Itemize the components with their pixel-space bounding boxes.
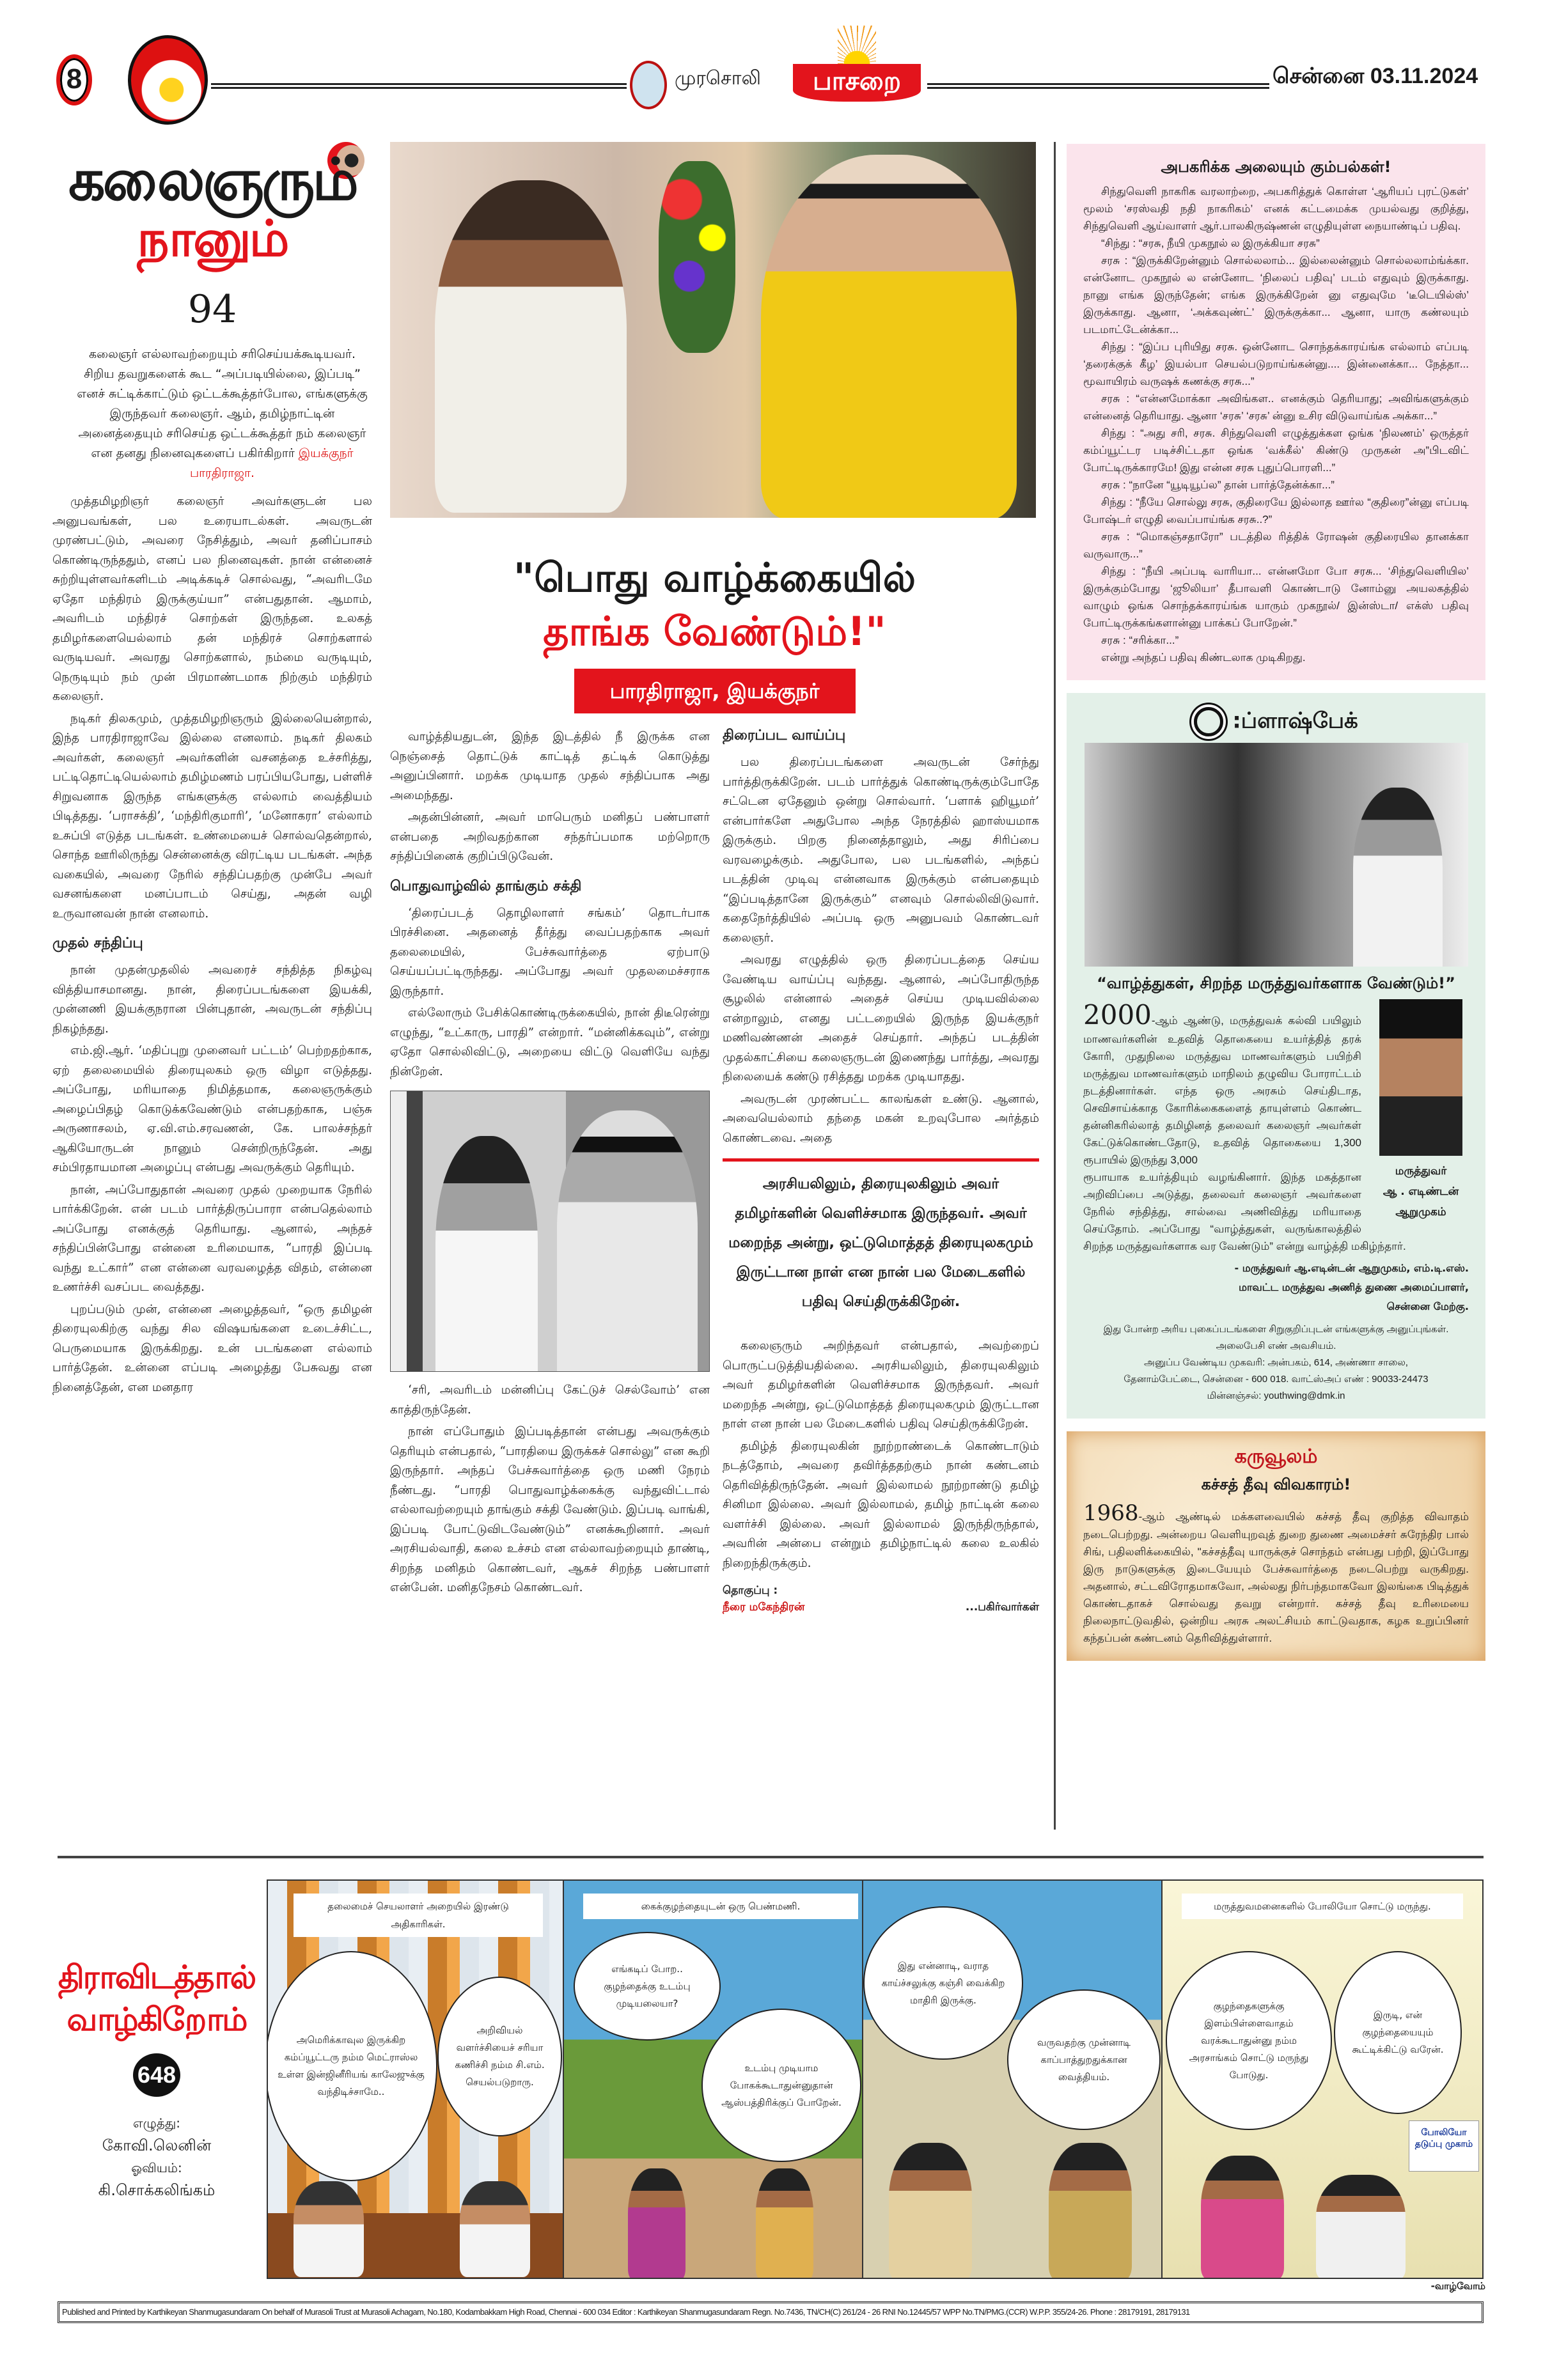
article-column-3 <box>723 727 1039 1615</box>
paragraph: சரசு : “மொகஞ்சதாரோ” படத்தில ரித்திக் ரோஷன் குதிரையில தானக்கா வருவாரு...” <box>1083 531 1469 560</box>
speech-bubble: வருவதற்கு முன்னாடி காப்பாத்துறதுக்கான வைத்தியம். <box>1007 1989 1161 2130</box>
photo-figure <box>435 180 627 513</box>
flashback-box <box>1067 693 1485 1419</box>
compiled-by <box>723 1582 1039 1615</box>
paragraph: புறப்படும் முன், என்னை அழைத்தவர், “ஒரு தமிழன் திரையுலகிற்கு வந்து சில விஷயங்களை உடைச்சிட்ட, பெருமையாக இருக்கிறது. உன் படங்களை எல்லாம் பார்த்தேன். உன்னை எப்படி அழைத்து பேசுவது என நினைத்தேன், என மனதார <box>52 1302 372 1394</box>
note-line: இது போன்ற அரிய புகைப்படங்களை சிறுகுறிப்புடன் எங்களுக்கு அனுப்புங்கள். அலைபேசி எண் அவசியம். <box>1103 1324 1449 1351</box>
column-rule <box>1054 142 1056 1830</box>
archive-title: கருவூலம் <box>1234 1445 1318 1468</box>
intro-author: இயக்குநர் பாரதிராஜா. <box>189 446 354 481</box>
photo-figure <box>761 155 1017 518</box>
edition-date: சென்னை 03.11.2024 <box>1273 64 1478 88</box>
note-line: அனுப்ப வேண்டிய முகவரி: அன்பகம், 614, அண்ணா சாலை, <box>1144 1357 1408 1368</box>
name-line: ஆறுமுகம் <box>1395 1206 1446 1218</box>
woman-with-baby-figure <box>756 2168 813 2279</box>
comic-panel-2 <box>563 1879 863 2279</box>
paragraph: முத்தமிழறிஞர் கலைஞர் அவர்களுடன் பல அனுபவங்கள், பல உரையாடல்கள். அவருடன் முரண்பட்டும், அவரை நேசித்தும், அவர் தனிப்பாசம் கொண்டிருந்ததும், எனப் பல நினைவுகள். நான் என்னைச் சுற்றியுள்ளவர்களிடம் அடிக்கடிச் சொல்வது, “அவரிடமே ஏதோ மந்திரம் இருக்குய்யா” என்பதுதான். ஆமாம், அவரிடம் மந்திரச் சொற்கள் இருந்தன. உலகத் தமிழர்களையெல்லாம் தன் மந்திரச் சொற்களால் வருடியவர். அவரது சொற்களால், நம்மை வருடியும், நெருடியும் நம் முன் பிரமாண்டமாக நிற்கும் மந்திரம் கலைஞர். <box>52 495 372 704</box>
comic-title-line1: திராவிடத்தால் <box>58 1959 256 1996</box>
paragraph: வாழ்த்தியதுடன், இந்த இடத்தில் நீ இருக்க என நெஞ்சைத் தொட்டுக் காட்டித் தட்டிக் கொடுத்து அனுப்பினார். மறக்க முடியாத முதல் சந்திப்பாக அது அமைந்தது. <box>390 730 710 802</box>
archive-box <box>1067 1431 1485 1661</box>
signature-line: மாவட்ட மருத்துவ அணித் துணை அமைப்பாளர், <box>1239 1281 1469 1293</box>
speech-bubble: அமெரிக்காவுல இருக்கிற கம்ப்யூட்டரு நம்ம மெட்ராஸ்ல உள்ள இன்ஜினீரியங் காலேஜுக்கு வந்திடிச்சாமே.. <box>267 1951 437 2181</box>
paragraph: சிந்து : “நீயே சொல்லு சரசு, குதிரையே இல்லாத ஊர்ல “குதிரை”ன்னு எப்படி போஷ்டர் எழுதி வைப்பாய்ங்க சரசு..?” <box>1083 496 1469 525</box>
artist-label: ஓவியம்: <box>131 2160 182 2175</box>
series-title-line2: நானும் <box>137 210 288 268</box>
doctor-portrait <box>1379 999 1462 1156</box>
lead-year: 2000 <box>1083 999 1152 1031</box>
episode-number: 648 <box>133 2053 180 2097</box>
continued-note: ...பகிர்வார்கள் <box>965 1601 1039 1614</box>
byline-banner: பாரதிராஜா, இயக்குநர் <box>574 669 856 713</box>
paragraph: கலைஞரும் அறிந்தவர் என்பதால், அவற்றைப் பொருட்படுத்தியதில்லை. அரசியலிலும், திரையுலகிலும் அவர் தமிழர்களின் வெளிச்சமாக இருந்தவர். அவர் மறைந்த அன்று, ஒட்டுமொத்தத் திரையுலகமும் இருட்டான நாள் என நான் பல மேடைகளில் பதிவு செய்திருக்கிறேன். <box>723 1339 1039 1431</box>
archive-text: -ஆம் ஆண்டில் மக்களவையில் கச்சத் தீவு குறித்த விவாதம் நடைபெற்றது. அன்றைய வெளியுறவுத் துறை துணை அமைச்சர் சுரேந்திர பால் சிங், பதிலளிக்கையில், "கச்சத்தீவு யாருக்குச் சொந்தம் என்பது பற்றி, இப்போது இரு நாடுகளுக்கு இடையேயும் பேச்சுவார்த்தை நடைபெற்று வருகிறது. அதனால், சட்டவிரோதமாகவோ, அல்லது நிர்பந்தமாகவோ இலங்கை பிடித்துக் கொண்டதாகச் சொல்வது தவறு என்றார். கச்சத் தீவு உரிமையை நிலைநாட்டுவதில், ஒன்றிய அரசு அலட்சியம் காட்டுவதாக, கழக உறுப்பினர் கந்தப்பன் கண்டனம் தெரிவித்துள்ளார். <box>1083 1511 1469 1644</box>
headline-line2: தாங்க வேண்டும்!" <box>543 608 886 655</box>
doctor-name <box>1373 1161 1469 1222</box>
nurse-figure <box>1316 2175 1406 2279</box>
paragraph: “சிந்து : “சரசு, நீயி முகநூல் ல இருக்கியா சரசு” <box>1101 237 1320 249</box>
email-link[interactable]: மின்னஞ்சல்: youthwing@dmk.in <box>1207 1390 1345 1401</box>
paragraph: என்று அந்தப் பதிவு கிண்டலாக முடிகிறது. <box>1101 651 1306 664</box>
paragraph: அவருடன் முரண்பட்ட காலங்கள் உண்டு. ஆனால், அவையெல்லாம் தந்தை மகன் உறவுபோல அர்த்தம் கொண்டவை. அதை <box>723 1092 1039 1145</box>
series-title <box>52 146 372 268</box>
compiled-name: நீரை மகேந்திரன் <box>723 1601 805 1614</box>
panel-caption: மருத்துவமனைகளில் போலியோ சொட்டு மருந்து. <box>1182 1894 1463 1919</box>
page-number: 8 <box>56 54 92 105</box>
paragraph: நான் முதன்முதலில் அவரைச் சந்தித்த நிகழ்வு வித்தியாசமானது. நான், திரைப்படங்களை இயக்கி, முன்னணி இயக்குநரான பின்புதான், அவருடன் சந்திப்பு நிகழ்ந்தது. <box>52 963 372 1036</box>
note-line: தேனாம்பேட்டை, சென்னை - 600 018. வாட்ஸ்அப் எண் : 90033-24473 <box>1124 1374 1429 1385</box>
photo-figure <box>435 1136 538 1372</box>
doctor-portrait-block <box>1373 999 1469 1222</box>
woman-with-baby-figure <box>1049 2143 1132 2279</box>
paragraph: தமிழ்த் திரையுலகின் நூற்றாண்டைக் கொண்டாடும் நடத்தோம், அவரை தவிர்த்ததற்கும் நான் கண்டனம் தெரிவித்திருந்தேன். அவர் இல்லாமல் நூற்றாண்டு தமிழ் சினிமா இல்லை. அவர் இல்லாமல், தமிழ் நாட்டின் கலை வளர்ச்சி இல்லை. அவர் இல்லாமல் இருந்திருந்தால், அவரின் அன்பை என்றும் தமிழ்நாட்டில் கலை உலகில் நிறைந்திருக்கும். <box>723 1439 1039 1570</box>
flashback-text: -ஆம் ஆண்டு, மருத்துவக் கல்வி பயிலும் மாணவர்களின் உதவித் தொகையை உயர்த்தித் தரக் கோரி, முதுநிலை மருத்துவ மாணவர்களும் பயிற்சி மருத்துவ மாணவர்களும் மாநிலம் தழுவிய போராட்டம் நடத்தினார்கள். எந்த ஒரு அரசும் செய்திடாத, செவிசாய்க்காத கோரிக்கைகளைத் தாயுள்ளம் கொண்ட தன்னிகரில்லாத் தமிழினத் தலைவர் கலைஞர் அவர்கள் கேட்டுக்கொண்டதோடு, உதவித் தொகையை 1,300 ரூபாயில் இருந்து 3,000 <box>1083 1015 1361 1166</box>
artist-name: கி.சொக்கலிங்கம் <box>98 2181 215 2199</box>
photo-figure <box>557 1110 698 1372</box>
speech-bubble: இருடி, என் குழந்தையையும் கூட்டிக்கிட்டு வரேன். <box>1334 1951 1462 2114</box>
signature-line: சென்னை மேற்கு. <box>1386 1300 1469 1312</box>
speech-bubble: குழந்தைகளுக்கு இளம்பிள்ளைவாதம் வரக்கூடாதுன்னு நம்ம அரசாங்கம் சொட்டு மருந்து போடுது. <box>1166 1951 1332 2130</box>
paragraph: சரசு : “என்னமோக்கா அவிங்கள.. எனக்கும் தெரியாது; அவிங்களுக்கும் என்னைத் தெரியாது. ஆனா ‘சரசு’ ‘சரசு’ ன்னு உசிர விடுவாய்ங்க அக்கா...” <box>1083 393 1469 422</box>
archive-body <box>1083 1500 1469 1647</box>
comic-sign-off: -வாழ்வோம் <box>1430 2280 1485 2292</box>
intro-text: கலைஞர் எல்லாவற்றையும் சரிசெய்யக்கூடியவர். சிறிய தவறுகளைக் கூட “அப்படியில்லை, இப்படி” எனச் சுட்டிக்காட்டும் ஒட்டக்கூத்தர்போல, எங்களுக்கு இருந்தவர் கலைஞர். ஆம், தமிழ்நாட்டின் அனைத்தையும் சரிசெய்த ஒட்டக்கூத்தர் நம் கலைஞர் என தனது நினைவுகளைப் பகிர்கிறார் <box>77 347 368 461</box>
subheading: முதல் சந்திப்பு <box>52 935 143 952</box>
paragraph: ‘சரி, அவரிடம் மன்னிப்பு கேட்டுச் செல்வோம்’ என காத்திருந்தேன். <box>390 1383 710 1417</box>
officer-figure <box>460 2181 530 2277</box>
paragraph: சிந்து : “அது சரி, சரசு. சிந்துவெளி எழுத்துக்கள ஒங்க ‘நிலணம்’ ஒருத்தர் கம்ப்யூட்டர படிச்சிட்டதா ஒங்க ‘வக்கீல்’ கிண்டு முருகன் அ”பிடவிட் போட்டிருக்காரமே! இது என்ன சரசு புதுப்பொரளி...” <box>1083 427 1469 474</box>
woman-figure <box>1201 2156 1284 2279</box>
supplement-name: பாசறை <box>793 64 921 102</box>
compiled-label: தொகுப்பு : <box>723 1584 778 1597</box>
paragraph: சிந்து : “நீயி அப்படி வாரியா... என்னமோ போ சரசு... ‘சிந்துவெளியில’ இருக்கும்போது ‘ஜூலியா’ தீபாவளி கொண்டாடு னோம்னு அயலகத்தில் வாழும் ஒங்க சொந்தக்காரய்ங்க யாரும் முகநூல்/ இன்ஸ்டா/ எக்ஸ் பதிவு போட்டிருக்கங்களான்னு பாக்கப் போறேன்.” <box>1083 565 1469 629</box>
paragraph: சிந்து : “இப்ப புரியிது சரசு. ஒன்னோட சொந்தக்காரய்ங்க எல்லாம் எப்படி ‘தரைக்குக் கீழ’ இயல்பா செயல்படுறாய்ங்கன்னு.... இன்னைக்கா... நேத்தா... மூவாயிரம் வருஷக் கணக்கு சரசு...” <box>1083 341 1469 387</box>
series-title-line1: கலைஞரும் <box>68 146 356 214</box>
flashback-title-row <box>1083 707 1469 736</box>
left-column <box>52 146 372 1400</box>
paragraph: எம்.ஜி.ஆர். ‘மதிப்புறு முனைவர் பட்டம்’ பெற்றதற்காக, ஏற் தலைமையில் திரையுலகம் ஒரு விழா எடுத்தது. அப்போது, மரியாதை நிமித்தமாக, கலைஞருக்கும் அழைப்பிதழ் கொடுக்கவேண்டும் என்பதற்காக, பஞ்சு அருணாசலம், ஏ.வி.எம்.சரவணன், கே. பாலச்சந்தர் ஆகியோருடன் நானும் சென்றிருந்தேன். அது சம்பிரதாயமான அழைப்பு என்பது அவருக்கும் தெரியும். <box>52 1044 372 1175</box>
paragraph: நான் எப்போதும் இப்படித்தான் என்பது அவருக்கும் தெரியும் என்பதால், “பாரதியை இருக்கச் சொல்லு” என கூறி இருந்தார். அந்தப் பேச்சுவார்த்தை ஒரு மணி நேரம் நீண்டது. “பாரதி பொதுவாழ்க்கைக்கு வந்துவிட்டால் எல்லாவற்றையும் தாங்கும் சக்தி வேண்டும். இப்படி வாங்கி, இப்படி போட்டுவிடவேண்டும்” எனக்கூறினார். அவர் அரசியல்வாதி, கலை உச்சம் என எல்லாவற்றையும் தாண்டி, சிறந்த மனிதம் கொண்டவர், ஆகச் சிறந்த பண்பாளர் என்பேன். மனிதநேசம் கொண்டவர். <box>390 1425 710 1594</box>
speech-bubble: உடம்பு முடியாம போகக்கூடாதுன்னுதான் ஆஸ்பத்திரிக்குப் போறேன். <box>701 2009 861 2162</box>
comic-credits <box>51 2112 262 2202</box>
writer-label: எழுத்து: <box>132 2115 181 2131</box>
paragraph: சரசு : “நானே “யூடியூப்ல” தான் பார்த்தேன்க்கா...” <box>1101 479 1335 491</box>
paragraph: அவரது எழுத்தில் ஒரு திரைப்படத்தை செய்ய வேண்டிய வாய்ப்பு வந்தது. ஆனால், அப்போதிருந்த சூழலில் என்னால் அதைச் செய்ய முடியவில்லை என்றாலும், எனது பட்டறையில் இருந்த இயக்குநர் மணிவண்ணன் அதைச் செய்தார். அந்தப் படத்தின் முதல்காட்சியை கலைஞருடன் இணைந்து பார்த்து, அவரது நிலையைக் கண்டு ரசித்தது மறக்க முடியாதது. <box>723 953 1039 1084</box>
photo-flowers <box>659 161 735 353</box>
party-emblem-logo <box>128 35 208 125</box>
supplement-masthead <box>793 26 921 102</box>
flashback-signature <box>1083 1259 1469 1316</box>
paragraph: நான், அப்போதுதான் அவரை முதல் முறையாக நேரில் பார்க்கிறேன். என் படம் பார்த்திருப்பாரா என்பதெல்லாம் அப்போது எனக்குத் தெரியாது. ஆனால், அந்தச் சந்திப்பின்போது என்னை உரிமையாக, “பாரதி இப்படி வந்து உட்கார்” என என்னை வரவழைத்த விதம், என்னை உணர்ச்சி வசப்பட வைத்தது. <box>52 1183 372 1295</box>
flashback-caption: “வாழ்த்துகள், சிறந்த மருத்துவர்களாக வேண்டும்!” <box>1097 974 1455 992</box>
article-intro <box>77 345 368 483</box>
section-divider <box>58 1856 1484 1858</box>
paper-name: முரசொலி <box>675 67 761 89</box>
series-number: 94 <box>187 287 237 332</box>
polio-camp-sign: போலியோ தடுப்பு முகாம் <box>1409 2120 1479 2172</box>
panel-caption: கைக்குழந்தையுடன் ஒரு பெண்மணி. <box>583 1894 858 1919</box>
headline <box>390 551 1039 658</box>
speech-bubble: இது என்னாடி, வராத காய்ச்சலுக்கு கஞ்சி வைக்கிற மாதிரி இருக்கு. <box>863 1906 1023 2060</box>
comic-panel-4 <box>1161 1879 1484 2279</box>
archive-subtitle: கச்சத் தீவு விவகாரம்! <box>1201 1475 1351 1493</box>
woman-figure <box>889 2143 972 2279</box>
signature-line: - மருத்துவர் ஆ.எடின்டன் ஆறுமுகம், எம்.டி.எஸ். <box>1234 1262 1469 1274</box>
article-column-2 <box>390 727 710 1615</box>
speech-bubble: எங்கடிப் போற.. குழந்தைக்கு உடம்பு முடியலையா? <box>574 1932 721 2041</box>
submission-note <box>1083 1321 1469 1404</box>
paragraph: ‘திரைப்படத் தொழிலாளர் சங்கம்’ தொடர்பாக பிரச்சினை. அதனைத் தீர்த்து வைப்பதற்காக அவர் தலைமையில், பேச்சுவார்த்தை ஏற்பாடு செய்யப்பட்டிருந்தது. அப்போது அவர் முதலமைச்சராக இருந்தார். <box>390 906 710 998</box>
officer-figure <box>294 2181 364 2277</box>
center-article <box>390 551 1039 1615</box>
name-line: மருத்துவர் <box>1395 1165 1447 1178</box>
panel-caption: தலைமைச் செயலாளர் அறையில் இரண்டு அதிகாரிகள். <box>294 1894 543 1937</box>
paragraph: பல திரைப்படங்களை அவருடன் சேர்ந்து பார்த்திருக்கிறேன். படம் பார்த்துக் கொண்டிருக்கும்போதே சட்டென ஏதேனும் ஒன்று சொல்வார். ‘பளாக் ஹியூமர்’ என்பார்களே அதுபோல அந்த நேரத்தில் ஹாஸ்யமாக இருக்கும். பிறகு நினைத்தாலும், அது சிரிப்பை வரவழைக்கும். அதுபோல, பல படங்களில், அந்தப் படத்தின் முடிவு என்னவாக இருக்கும் என்பதையும் “இப்படித்தானே இருக்கும்” எனவும் சொல்லிவிடுவார். கதைநேர்த்தியில் அப்படி ஒரு அனுபவம் கொண்டவர் கலைஞர். <box>723 756 1039 945</box>
header-rule-right <box>927 83 1269 89</box>
comic-panel-1 <box>267 1879 564 2279</box>
woman-figure <box>628 2168 685 2279</box>
article-columns <box>390 727 1039 1615</box>
main-photo-bharathiraja-kalaignar <box>390 142 1036 518</box>
murasoli-bull-logo <box>630 61 667 109</box>
writer-name: கோவி.லெனின் <box>102 2136 212 2154</box>
satire-box-body <box>1083 183 1469 666</box>
archive-photo-bharathiraja-kalaignar <box>390 1091 710 1372</box>
paragraph: நடிகர் திலகமும், முத்தமிழறிஞரும் இல்லையென்றால், இந்த பாரதிராஜாவே இல்லை எனலாம். நடிகர் திலகம் அவர்கள், கலைஞர் அவர்களின் வசனத்தை உச்சரித்து, பட்டிதொட்டியெல்லாம் தமிழ்மணம் பரப்பியபோது, பள்ளிச் சிறுவனாக இருந்த எங்களுக்கு எல்லாம் வைத்தியம் பிடித்தது. ‘பராசக்தி’, ‘மந்திரிகுமாரி’, ‘மனோகரா’ எல்லாம் உசுப்பி எடுத்த படங்கள். உண்மையைச் சொல்வதென்றால், சொந்த ஊரிலிருந்து சென்னைக்கு விரட்டிய படங்கள். அந்த வகையில், அவரை நேரில் சந்திப்பதற்கு முன்பே அவர் வசனங்களை மனப்பாடம் செய்து, அதன் வழி உருவானவன் நான் எனலாம். <box>52 712 372 921</box>
paragraph: சரசு : “இருக்கிறேன்னும் சொல்லலாம்... இல்லைன்னும் சொல்லலாம்ங்க்கா. என்னோட முகநூல் ல என்னோட ‘நிலைப் பதிவு’ படம் எதுவும் இருக்காது. நானு எங்க இருந்தேன்; எங்க இருக்கிறேன் னு எதுவுமே ‘டீடெயில்ஸ்’ இருக்காது. ஆனா, ‘அக்கவுண்ட்’ இருக்குக்கா... ஆனா, யாரு கண்லயும் படமாட்டேன்க்கா... <box>1083 254 1469 336</box>
article-column-1 <box>52 492 372 1397</box>
satire-box <box>1067 144 1485 680</box>
name-line: ஆ . எடிண்டன் <box>1382 1185 1459 1198</box>
paragraph: அதன்பின்னர், அவர் மாபெரும் மனிதப் பண்பாளர் என்பதை அறிவதற்கான சந்தர்ப்பமாக மற்றொரு சந்திப்பினைக் குறிப்பிடுவேன். <box>390 811 710 863</box>
compiled-block <box>723 1582 804 1615</box>
subheading: திரைப்பட வாய்ப்பு <box>723 727 846 743</box>
comic-panel-3 <box>862 1879 1163 2279</box>
paragraph: எல்லோரும் பேசிக்கொண்டிருக்கையில், நான் திடீரென்று எழுந்து, “உட்காரு, பாரதி” என்றார். “மன்னிக்கவும்”, என்று ஏதோ சொல்லிவிட்டு, அறையை விட்டு வெளியே வந்து நின்றேன். <box>390 1006 710 1078</box>
sun-rays-icon <box>838 26 876 64</box>
flashback-text-bottom: ரூபாயாக உயர்த்தியும் வழங்கினார். இந்த மகத்தான அறிவிப்பை அடுத்து, தலைவர் கலைஞர் அவர்களை நேரில் சந்தித்து, சால்வை அணிவித்து மரியாதை செய்தோம். அப்போது “வாழ்த்துகள், வருங்காலத்தில் சிறந்த மருத்துவர்களாக வர வேண்டும்” என்று வாழ்த்தி மகிழ்ந்தார். <box>1083 1171 1406 1252</box>
comic-title <box>51 1956 262 2041</box>
satire-box-title: அபகரிக்க அலையும் கும்பல்கள்! <box>1161 158 1391 176</box>
header-rule-left <box>211 83 627 89</box>
right-column <box>1067 144 1485 1661</box>
paragraph: சிந்துவெளி நாகரிக வரலாற்றை, அபகரித்துக் கொள்ள ‘ஆரியப் புரட்டுகள்’ மூலம் ‘சரஸ்வதி நதி நாகரிகம்’ எனக் கட்டமைக்க முயல்வது குறித்து, சிந்துவெளி ஆய்வாளர் ஆர்.பாலகிருஷ்ணன் எழுதியுள்ள நையாண்டிப் பதிவு. <box>1083 185 1469 232</box>
comic-title-line2: வாழ்கிறோம் <box>67 2001 247 2038</box>
headline-line1: "பொது வாழ்க்கையில் <box>513 554 916 601</box>
speech-bubble: அறிவியல் வளர்ச்சியைச் சரியா கணிச்சி நம்ம சி.எம். செயல்படுறாரு. <box>437 1977 562 2136</box>
comic-side <box>51 1956 262 2202</box>
paragraph: சரசு : “சரிக்கா...” <box>1101 634 1179 646</box>
flashback-photo <box>1085 743 1468 967</box>
flashback-title: :ப்ளாஷ்பேக் <box>1232 708 1358 734</box>
subheading: பொதுவாழ்வில் தாங்கும் சக்தி <box>390 878 582 894</box>
imprint-footer: Published and Printed by Karthikeyan Shanmugasundaram On behalf of Murasoli Trust at Murasoli Achagam, No.180, Kodambakkam High Road, Chennai - 600 034 Editor : Karthikeyan Shanmugasundaram Regn. No.7436, TN/CH(C) 261/24 - 26 RNI No.12445/57 WPP No.TN/PMG.(CCR) W.P.P. 355/24-26. Phone : 28179191, 28179131 <box>58 2301 1484 2323</box>
pull-quote: அரசியலிலும், திரையுலகிலும் அவர் தமிழர்களின் வெளிச்சமாக இருந்தவர். அவர் மறைந்த அன்று, ஒட்டுமொத்தத் திரையுலகமும் இருட்டான நாள் என நான் பல மேடைகளில் பதிவு செய்திருக்கிறேன். <box>723 1158 1039 1326</box>
camera-icon <box>1194 707 1223 736</box>
lead-year: 1968 <box>1083 1500 1139 1526</box>
